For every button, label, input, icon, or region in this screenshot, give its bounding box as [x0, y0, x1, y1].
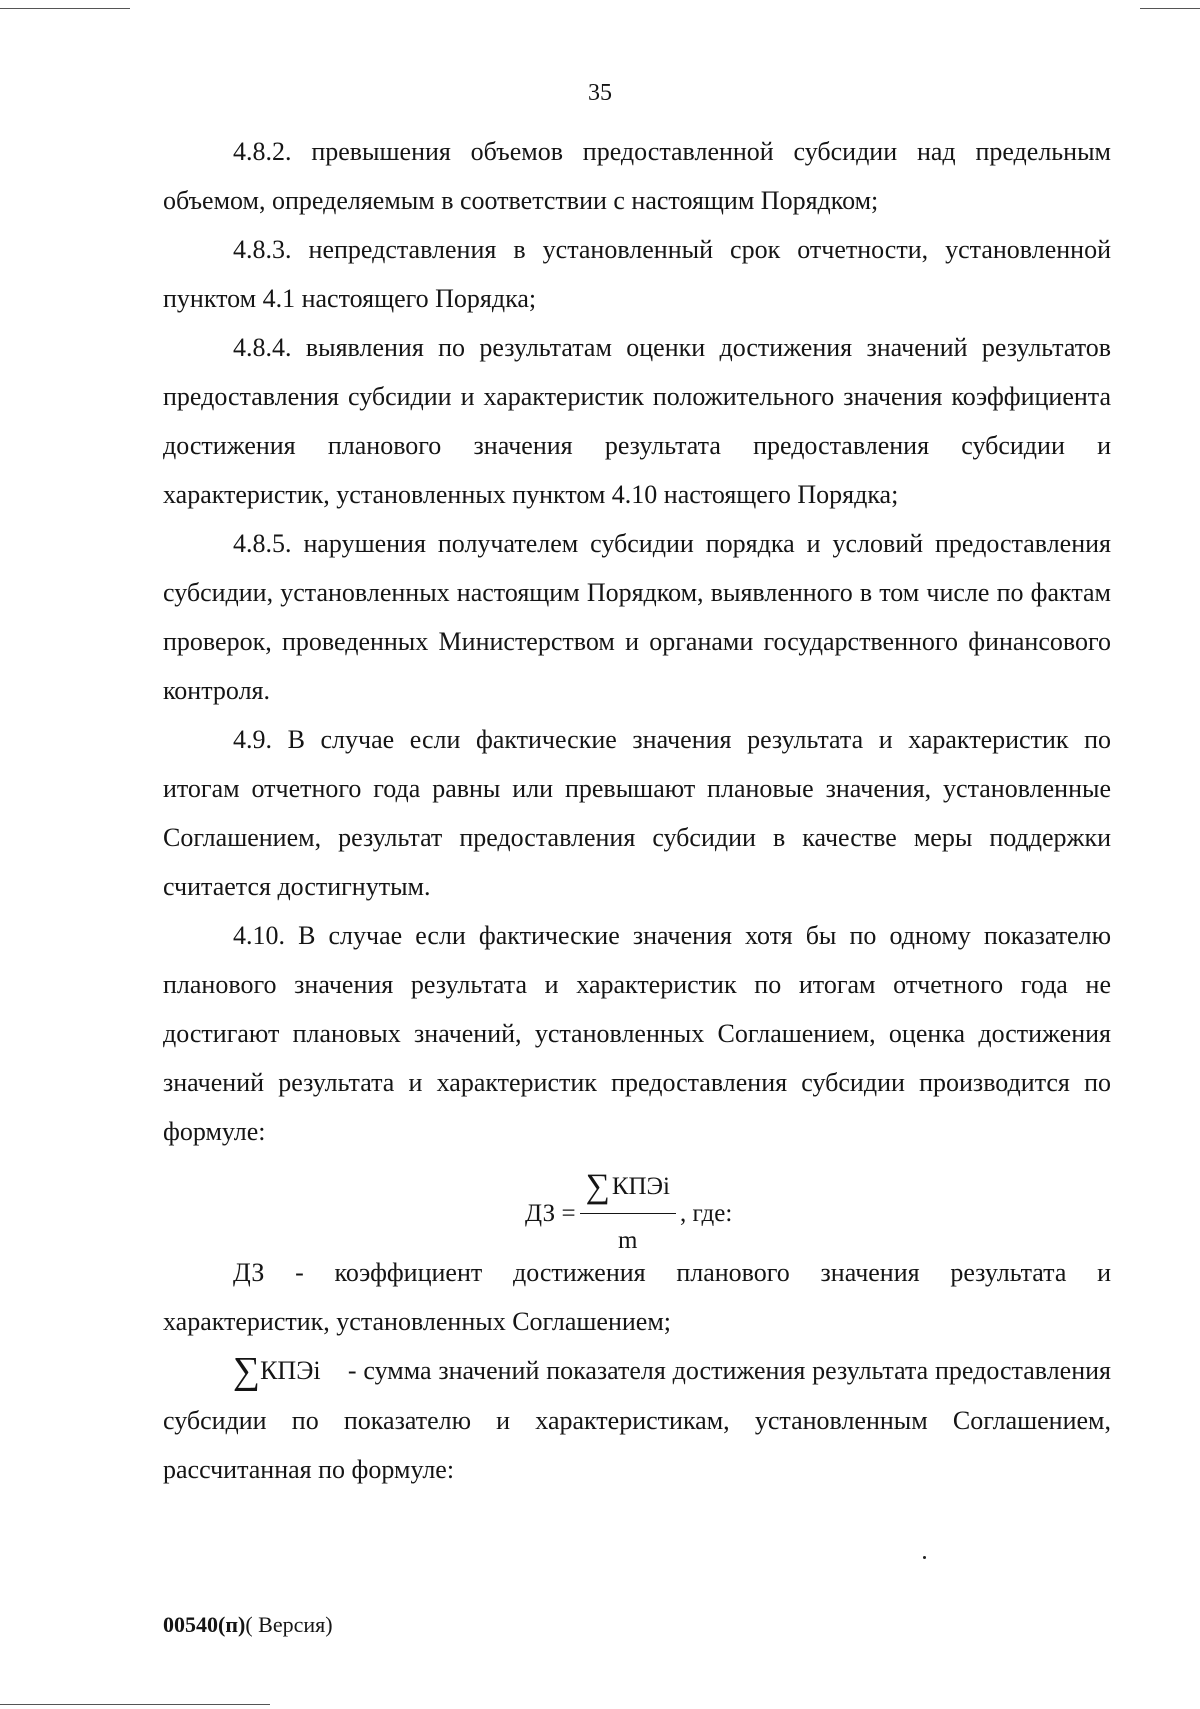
document-body [163, 127, 1111, 1494]
formula-dz [163, 1156, 1111, 1254]
footer-code: 00540(п) [163, 1612, 246, 1637]
formula-fraction [580, 1162, 676, 1265]
scan-edge-line [0, 8, 130, 9]
sum-definition-text: - сумма значений показателя достижения результата предоставления субсидии по показателю и характеристикам, установленным Соглашением, рассчитанная по формуле: [163, 1356, 1111, 1484]
definition-sum [163, 1346, 1111, 1494]
footer-version: ( Версия) [245, 1612, 333, 1637]
scan-edge-line [0, 1704, 270, 1705]
paragraph-4-10: 4.10. В случае если фактические значения хотя бы по одному показателю планового значения результата и характеристик по итогам отчетного года не достигают плановых значений, установленных Соглашением, оценка достижения значений результата и характеристик предоставления субсидии производится по формуле: [163, 921, 1111, 1146]
paragraph-4-8-5: 4.8.5. нарушения получателем субсидии порядка и условий предоставления субсидии, установленных настоящим Порядком, выявленного в том числе по фактам проверок, проведенных Министерством и органами государственного финансового контроля. [163, 529, 1111, 705]
sum-term-text: КПЭi [260, 1356, 321, 1385]
paragraph-4-8-3: 4.8.3. непредставления в установленный срок отчетности, установленной пунктом 4.1 настоящего Порядка; [163, 235, 1111, 313]
document-footer [163, 1612, 333, 1638]
sigma-symbol: ∑ [585, 1167, 610, 1205]
scan-speck [923, 1556, 926, 1559]
paragraph-4-8-4: 4.8.4. выявления по результатам оценки достижения значений результатов предоставления субсидии и характеристик положительного значения коэффициента достижения планового значения результата предоставления субсидии и характеристик, установленных пунктом 4.10 настоящего Порядка; [163, 333, 1111, 509]
formula-lhs: ДЗ = [525, 1200, 576, 1227]
formula-suffix: , где: [680, 1200, 733, 1227]
scan-edge-line [1140, 8, 1200, 9]
definition-dz: ДЗ - коэффициент достижения планового значения результата и характеристик, установленных Соглашением; [163, 1258, 1111, 1336]
formula-numerator: КПЭi [611, 1173, 670, 1200]
sigma-symbol: ∑ [233, 1350, 261, 1392]
paragraph-4-9: 4.9. В случае если фактические значения результата и характеристик по итогам отчетного года равны или превышают плановые значения, установленные Соглашением, результат предоставления субсидии в качестве меры поддержки считается достигнутым. [163, 725, 1111, 901]
page-number: 35 [588, 80, 612, 106]
formula-denominator: m [618, 1227, 638, 1254]
paragraph-4-8-2: 4.8.2. превышения объемов предоставленной субсидии над предельным объемом, определяемым в соответствии с настоящим Порядком; [163, 137, 1111, 215]
